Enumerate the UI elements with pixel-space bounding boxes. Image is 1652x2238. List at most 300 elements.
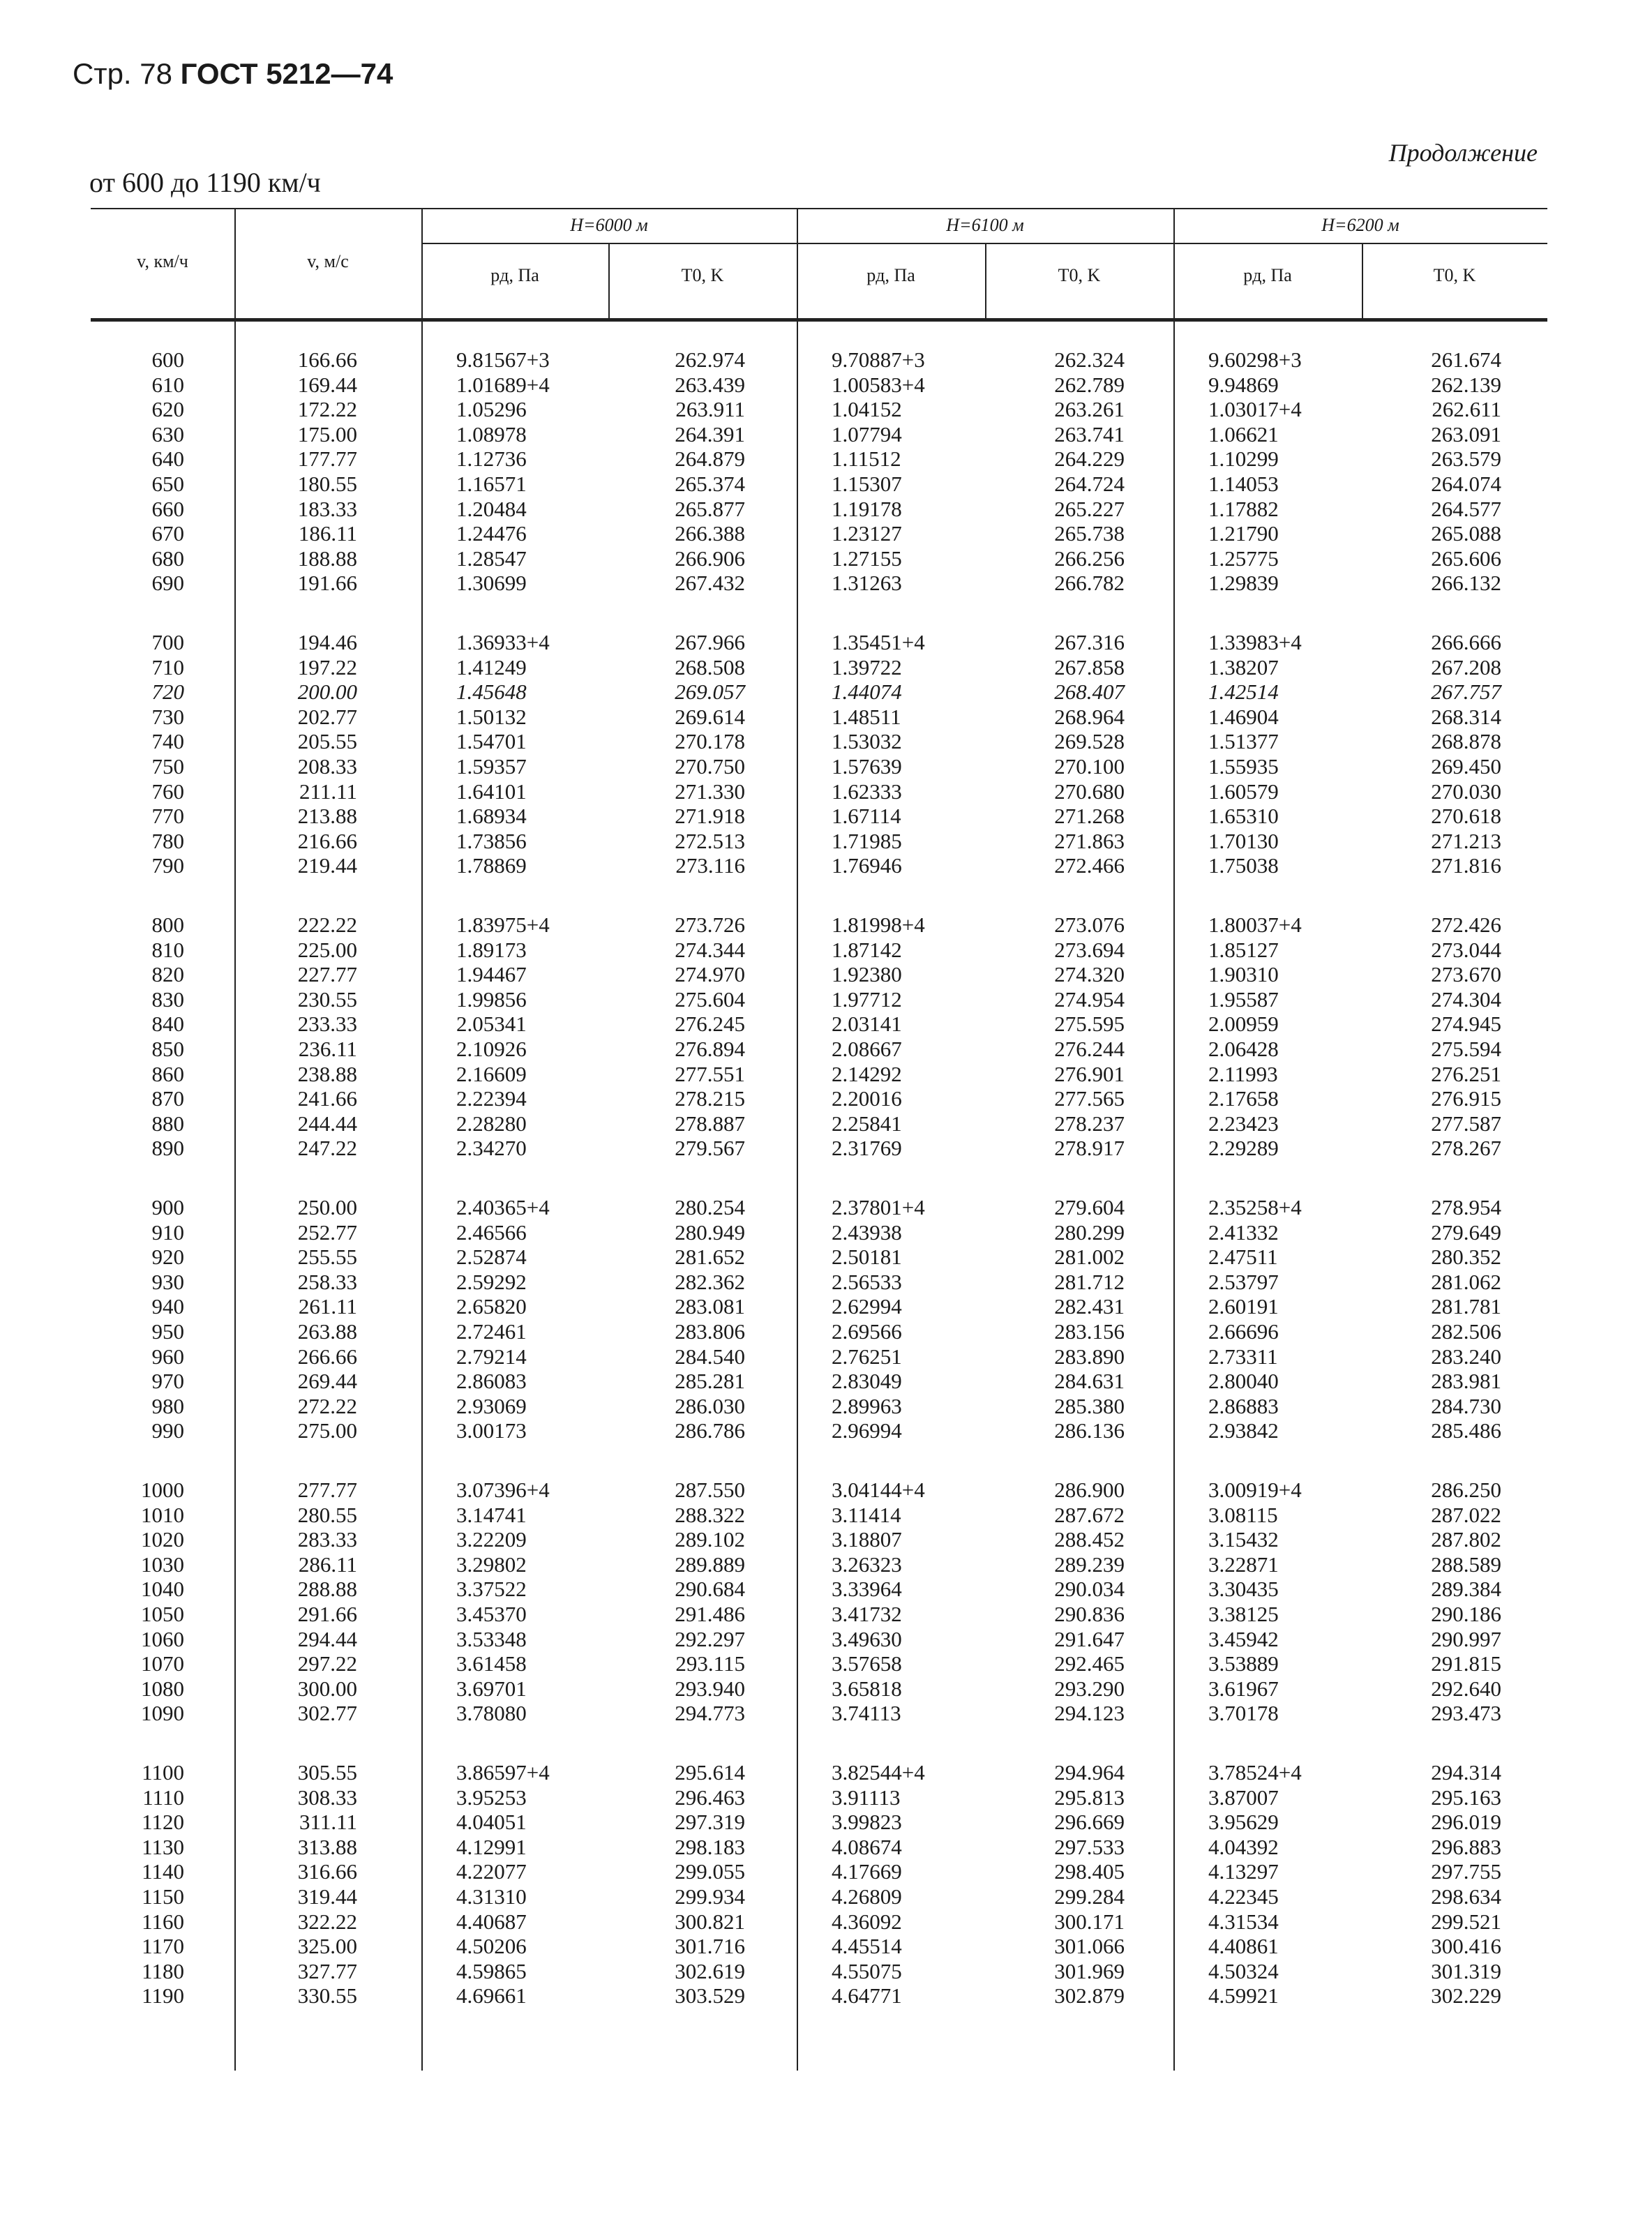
table-cell: 261.11: [298, 1294, 357, 1319]
table-cell: 281.652: [675, 1245, 745, 1270]
table-cell: 282.431: [1054, 1294, 1125, 1319]
table-cell: 285.281: [675, 1369, 745, 1394]
row-group: [234, 913, 357, 1161]
table-cell: 1.78869: [456, 853, 527, 878]
table-cell: 265.738: [1054, 521, 1125, 546]
table-cell: 1120: [142, 1810, 184, 1835]
table-cell: 265.227: [1054, 496, 1125, 521]
table-cell: 1.75038: [1208, 853, 1279, 878]
table-cell: 1.01689+4: [456, 372, 550, 397]
table-cell: 820: [151, 962, 184, 987]
table-cell: 2.80040: [1208, 1369, 1279, 1394]
header-t0: T0, K: [681, 265, 724, 285]
table-cell: 610: [151, 372, 184, 397]
table-cell: 288.322: [675, 1502, 745, 1527]
table-cell: 2.11993: [1208, 1061, 1278, 1086]
table-cell: 2.96994: [832, 1418, 902, 1443]
table-cell: 2.60191: [1208, 1294, 1279, 1319]
table-cell: 2.93069: [456, 1393, 527, 1418]
table-cell: 9.60298+3: [1208, 347, 1302, 372]
header-pd: pд, Па: [866, 265, 915, 285]
table-cell: 281.781: [1431, 1294, 1501, 1319]
table-cell: 277.551: [675, 1061, 745, 1086]
table-cell: 269.44: [297, 1369, 357, 1394]
table-cell: 2.40365+4: [456, 1195, 550, 1219]
table-cell: 301.066: [1054, 1934, 1125, 1959]
table-cell: 1.24476: [456, 521, 527, 546]
table-cell: 266.132: [1431, 571, 1501, 596]
table-cell: 1.99856: [456, 986, 527, 1012]
table-cell: 275.594: [1431, 1036, 1501, 1061]
row-group: [234, 1478, 357, 1726]
table-cell: 780: [151, 828, 184, 853]
table-cell: 262.974: [675, 347, 745, 372]
standard-number: ГОСТ 5212—74: [180, 57, 393, 90]
table-cell: 990: [151, 1418, 184, 1443]
table-cell: 263.911: [675, 397, 745, 422]
table-cell: 175.00: [297, 421, 357, 446]
header-bottom-rule: [91, 318, 1547, 322]
table-cell: 236.11: [298, 1036, 357, 1061]
table-cell: 271.863: [1054, 828, 1125, 853]
column-h6100-pd: [832, 347, 985, 2043]
table-cell: 276.244: [1054, 1036, 1125, 1061]
row-group: [985, 1478, 1125, 1726]
table-cell: 301.969: [1054, 1958, 1125, 1983]
table-cell: 1190: [142, 1983, 184, 2008]
table-cell: 1.45648: [456, 679, 527, 705]
table-cell: 1110: [142, 1785, 184, 1810]
table-cell: 298.183: [675, 1834, 745, 1859]
table-cell: 244.44: [297, 1111, 357, 1136]
table-cell: 1.17882: [1208, 496, 1279, 521]
table-cell: 1.20484: [456, 496, 527, 521]
table-cell: 1020: [141, 1527, 184, 1552]
table-cell: 273.044: [1431, 937, 1501, 962]
table-cell: 2.65820: [456, 1294, 527, 1319]
table-cell: 267.432: [675, 571, 745, 596]
table-cell: 266.782: [1054, 571, 1125, 596]
table-cell: 302.619: [675, 1958, 745, 1983]
table-cell: 296.019: [1431, 1810, 1501, 1835]
table-cell: 3.53348: [456, 1626, 527, 1651]
table-cell: 267.208: [1431, 654, 1501, 679]
table-cell: 294.773: [675, 1701, 745, 1726]
table-cell: 291.647: [1054, 1626, 1125, 1651]
table-cell: 1.36933+4: [456, 630, 550, 654]
table-cell: 3.45370: [456, 1601, 527, 1626]
table-cell: 3.78524+4: [1208, 1760, 1302, 1785]
table-cell: 277.77: [297, 1478, 357, 1502]
table-cell: 1.42514: [1208, 679, 1279, 705]
table-cell: 300.00: [297, 1676, 357, 1701]
row-group: [1362, 347, 1501, 596]
table-cell: 284.540: [675, 1344, 745, 1369]
table-cell: 4.50206: [456, 1934, 527, 1959]
table-cell: 300.416: [1431, 1934, 1501, 1959]
row-group: [608, 1760, 745, 2008]
table-cell: 1.92380: [832, 962, 902, 987]
table-cell: 3.38125: [1208, 1601, 1279, 1626]
table-cell: 1.73856: [456, 828, 527, 853]
table-cell: 690: [151, 571, 184, 596]
table-cell: 265.877: [675, 496, 745, 521]
table-cell: 1030: [141, 1552, 184, 1577]
table-cell: 303.529: [675, 1983, 745, 2008]
table-cell: 3.91113: [832, 1785, 901, 1810]
table-cell: 1100: [142, 1760, 184, 1785]
table-cell: 1.83975+4: [456, 913, 550, 937]
table-cell: 273.116: [675, 853, 745, 878]
table-cell: 1.51377: [1208, 729, 1279, 754]
table-cell: 4.31534: [1208, 1909, 1279, 1934]
table-cell: 2.34270: [456, 1136, 527, 1161]
table-cell: 225.00: [297, 937, 357, 962]
header-v-kmh: v, км/ч: [137, 251, 188, 271]
table-cell: 281.062: [1431, 1269, 1501, 1294]
table-cell: 800: [151, 913, 184, 937]
table-cell: 3.95629: [1208, 1810, 1279, 1835]
table-cell: 287.022: [1431, 1502, 1501, 1527]
table-cell: 2.72461: [456, 1319, 527, 1344]
table-cell: 1080: [141, 1676, 184, 1701]
table-cell: 3.00919+4: [1208, 1478, 1302, 1502]
table-cell: 620: [151, 397, 184, 422]
table-cell: 274.344: [675, 937, 745, 962]
table-cell: 2.31769: [832, 1136, 902, 1161]
table-cell: 300.821: [675, 1909, 745, 1934]
table-cell: 293.115: [675, 1651, 745, 1676]
table-cell: 258.33: [297, 1269, 357, 1294]
table-cell: 3.78080: [456, 1701, 527, 1726]
table-cell: 1.04152: [832, 397, 902, 422]
table-cell: 2.03141: [832, 1012, 902, 1037]
table-cell: 280.352: [1431, 1245, 1501, 1270]
table-cell: 297.22: [297, 1651, 357, 1676]
table-cell: 274.320: [1054, 962, 1125, 987]
column-h6000-pd: [456, 347, 608, 2043]
table-cell: 291.486: [675, 1601, 745, 1626]
table-cell: 4.69661: [456, 1983, 527, 2008]
table-cell: 266.256: [1054, 546, 1125, 571]
table-cell: 4.04051: [456, 1810, 527, 1835]
table-cell: 3.99823: [832, 1810, 902, 1835]
table-cell: 1.80037+4: [1208, 913, 1302, 937]
table-cell: 183.33: [297, 496, 357, 521]
table-cell: 3.41732: [832, 1601, 902, 1626]
table-cell: 1.55935: [1208, 753, 1279, 779]
table-cell: 287.802: [1431, 1527, 1501, 1552]
table-cell: 327.77: [297, 1958, 357, 1983]
table-cell: 3.45942: [1208, 1626, 1279, 1651]
table-cell: 2.14292: [832, 1061, 902, 1086]
column-v-kmh: [91, 347, 184, 2043]
table-cell: 274.970: [675, 962, 745, 987]
table-cell: 272.22: [297, 1393, 357, 1418]
table-cell: 1.67114: [832, 804, 901, 829]
table-cell: 250.00: [297, 1195, 357, 1219]
table-cell: 2.93842: [1208, 1418, 1279, 1443]
table-cell: 1.11512: [832, 446, 901, 472]
table-cell: 4.59921: [1208, 1983, 1279, 2008]
table-cell: 295.614: [675, 1760, 745, 1785]
table-cell: 1.41249: [456, 654, 527, 679]
table-cell: 286.786: [675, 1418, 745, 1443]
row-group: [1208, 1195, 1362, 1443]
row-group: [832, 347, 985, 596]
header-altitude-6100: H=6100 м: [946, 215, 1024, 235]
table-cell: 1.60579: [1208, 779, 1279, 804]
table-cell: 265.374: [675, 471, 745, 496]
row-group: [832, 913, 985, 1161]
continuation-label: Продолжение: [1388, 139, 1538, 167]
table-cell: 294.314: [1431, 1760, 1501, 1785]
table-cell: 2.83049: [832, 1369, 902, 1394]
table-cell: 2.46566: [456, 1219, 527, 1245]
table-cell: 1.89173: [456, 937, 527, 962]
table-cell: 166.66: [297, 347, 357, 372]
table-cell: 270.750: [675, 753, 745, 779]
header-v-ms: v, м/с: [307, 251, 349, 271]
table-cell: 1.62333: [832, 779, 902, 804]
table-cell: 1.85127: [1208, 937, 1279, 962]
row-group: [1208, 1478, 1362, 1726]
header-pd: pд, Па: [1243, 265, 1292, 285]
table-cell: 2.76251: [832, 1344, 902, 1369]
table-cell: 2.16609: [456, 1061, 527, 1086]
table-cell: 3.11414: [832, 1502, 901, 1527]
row-group: [1362, 630, 1501, 878]
table-cell: 266.906: [675, 546, 745, 571]
table-cell: 263.579: [1431, 446, 1501, 472]
table-cell: 284.730: [1431, 1393, 1501, 1418]
table-cell: 262.789: [1054, 372, 1125, 397]
table-cell: 750: [151, 753, 184, 779]
row-group: [608, 630, 745, 878]
table-cell: 286.900: [1054, 1478, 1125, 1502]
table-cell: 1.03017+4: [1208, 397, 1302, 422]
table-cell: 270.100: [1054, 753, 1125, 779]
table-cell: 1.35451+4: [832, 630, 925, 654]
table-cell: 700: [151, 630, 184, 654]
table-cell: 286.136: [1054, 1418, 1125, 1443]
table-cell: 600: [151, 347, 184, 372]
table-cell: 211.11: [299, 779, 357, 804]
table-cell: 870: [151, 1086, 184, 1111]
row-group: [456, 913, 608, 1161]
table-cell: 291.815: [1431, 1651, 1501, 1676]
table-cell: 1.44074: [832, 679, 902, 705]
table-cell: 274.954: [1054, 986, 1125, 1012]
table-cell: 267.966: [675, 630, 745, 654]
column-v-ms: [234, 347, 357, 2043]
table-cell: 1.94467: [456, 962, 527, 987]
row-group: [1362, 1478, 1501, 1726]
table-cell: 790: [151, 853, 184, 878]
table-cell: 299.934: [675, 1884, 745, 1909]
table-cell: 296.463: [675, 1785, 745, 1810]
table-cell: 680: [151, 546, 184, 571]
table-cell: 283.156: [1054, 1319, 1125, 1344]
table-cell: 230.55: [297, 986, 357, 1012]
table-cell: 213.88: [297, 804, 357, 829]
table-cell: 275.595: [1054, 1012, 1125, 1037]
table-cell: 900: [151, 1195, 184, 1219]
table-cell: 288.88: [297, 1577, 357, 1602]
table-cell: 1170: [142, 1934, 184, 1959]
table-cell: 202.77: [297, 704, 357, 729]
table-cell: 3.61967: [1208, 1676, 1279, 1701]
table-cell: 252.77: [297, 1219, 357, 1245]
row-group: [234, 1195, 357, 1443]
table-cell: 740: [151, 729, 184, 754]
table-cell: 278.215: [675, 1086, 745, 1111]
table-cell: 1160: [142, 1909, 184, 1934]
table-cell: 295.163: [1431, 1785, 1501, 1810]
table-top-rule: [91, 208, 1547, 209]
table-cell: 4.40861: [1208, 1934, 1279, 1959]
table-cell: 285.486: [1431, 1418, 1501, 1443]
table-cell: 268.508: [675, 654, 745, 679]
table-cell: 860: [151, 1061, 184, 1086]
table-cell: 1.38207: [1208, 654, 1279, 679]
table-cell: 4.04392: [1208, 1834, 1279, 1859]
row-group: [1362, 913, 1501, 1161]
table-cell: 268.407: [1054, 679, 1125, 705]
row-group: [1208, 913, 1362, 1161]
table-cell: 3.29802: [456, 1552, 527, 1577]
table-cell: 268.878: [1431, 729, 1501, 754]
table-cell: 3.53889: [1208, 1651, 1279, 1676]
table-cell: 1.59357: [456, 753, 527, 779]
row-group: [456, 1195, 608, 1443]
table-cell: 188.88: [297, 546, 357, 571]
table-cell: 278.267: [1431, 1136, 1501, 1161]
table-cell: 1.70130: [1208, 828, 1279, 853]
table-cell: 293.290: [1054, 1676, 1125, 1701]
table-cell: 1.57639: [832, 753, 902, 779]
table-cell: 1.07794: [832, 421, 902, 446]
table-cell: 279.649: [1431, 1219, 1501, 1245]
table-cell: 2.28280: [456, 1111, 527, 1136]
table-cell: 288.452: [1054, 1527, 1125, 1552]
table-cell: 288.589: [1431, 1552, 1501, 1577]
table-cell: 980: [151, 1393, 184, 1418]
table-cell: 298.634: [1431, 1884, 1501, 1909]
table-cell: 1.95587: [1208, 986, 1279, 1012]
table-cell: 3.87007: [1208, 1785, 1279, 1810]
table-cell: 271.268: [1054, 804, 1125, 829]
table-cell: 283.890: [1054, 1344, 1125, 1369]
table-cell: 290.997: [1431, 1626, 1501, 1651]
table-cell: 271.918: [675, 804, 745, 829]
table-cell: 4.36092: [832, 1909, 902, 1934]
table-cell: 2.86883: [1208, 1393, 1279, 1418]
table-cell: 9.81567+3: [456, 347, 550, 372]
table-cell: 294.123: [1054, 1701, 1125, 1726]
table-cell: 267.316: [1054, 630, 1125, 654]
row-group: [832, 1760, 985, 2008]
table-cell: 299.055: [675, 1859, 745, 1884]
row-group: [91, 630, 184, 878]
altitude-header-rule: [421, 243, 1547, 244]
table-cell: 1.30699: [456, 571, 527, 596]
table-cell: 2.17658: [1208, 1086, 1279, 1111]
row-group: [985, 1195, 1125, 1443]
table-cell: 280.299: [1054, 1219, 1125, 1245]
table-cell: 4.08674: [832, 1834, 902, 1859]
header-t0: T0, K: [1433, 265, 1476, 285]
table-cell: 302.229: [1431, 1983, 1501, 2008]
table-cell: 2.35258+4: [1208, 1195, 1302, 1219]
table-cell: 1.25775: [1208, 546, 1279, 571]
table-cell: 850: [151, 1036, 184, 1061]
table-cell: 2.20016: [832, 1086, 902, 1111]
table-cell: 4.12991: [456, 1834, 527, 1859]
table-cell: 264.577: [1431, 496, 1501, 521]
table-cell: 289.384: [1431, 1577, 1501, 1602]
table-cell: 278.237: [1054, 1111, 1125, 1136]
table-cell: 276.901: [1054, 1061, 1125, 1086]
column-h6200-pd: [1208, 347, 1362, 2043]
table-cell: 319.44: [297, 1884, 357, 1909]
table-cell: 4.40687: [456, 1909, 527, 1934]
table-cell: 247.22: [297, 1136, 357, 1161]
table-cell: 219.44: [297, 853, 357, 878]
table-cell: 3.69701: [456, 1676, 527, 1701]
table-cell: 266.388: [675, 521, 745, 546]
row-group: [985, 913, 1125, 1161]
row-group: [456, 347, 608, 596]
table-cell: 2.29289: [1208, 1136, 1279, 1161]
table-cell: 4.45514: [832, 1934, 902, 1959]
row-group: [985, 1760, 1125, 2008]
table-cell: 2.52874: [456, 1245, 527, 1270]
row-group: [91, 347, 184, 596]
row-group: [832, 1478, 985, 1726]
table-cell: 3.82544+4: [832, 1760, 925, 1785]
table-cell: 640: [151, 446, 184, 472]
row-group: [456, 630, 608, 878]
table-cell: 172.22: [297, 397, 357, 422]
table-cell: 264.074: [1431, 471, 1501, 496]
table-cell: 1.00583+4: [832, 372, 925, 397]
table-cell: 1.87142: [832, 937, 902, 962]
table-cell: 760: [151, 779, 184, 804]
table-cell: 275.00: [297, 1418, 357, 1443]
table-cell: 276.915: [1431, 1086, 1501, 1111]
table-cell: 285.380: [1054, 1393, 1125, 1418]
table-cell: 3.15432: [1208, 1527, 1279, 1552]
table-cell: 1.39722: [832, 654, 902, 679]
table-cell: 280.55: [297, 1502, 357, 1527]
table-cell: 3.86597+4: [456, 1760, 550, 1785]
table-cell: 194.46: [297, 630, 357, 654]
table-cell: 2.22394: [456, 1086, 527, 1111]
data-table: [91, 208, 1547, 2071]
table-cell: 4.64771: [832, 1983, 902, 2008]
table-cell: 930: [151, 1269, 184, 1294]
table-cell: 1.97712: [832, 986, 902, 1012]
table-cell: 264.879: [675, 446, 745, 472]
table-cell: 2.23423: [1208, 1111, 1279, 1136]
table-cell: 283.081: [675, 1294, 745, 1319]
table-cell: 1090: [141, 1701, 184, 1726]
table-cell: 1130: [142, 1834, 184, 1859]
header-t0: T0, K: [1058, 265, 1101, 285]
table-cell: 272.466: [1054, 853, 1125, 878]
column-divider: [421, 208, 423, 2071]
